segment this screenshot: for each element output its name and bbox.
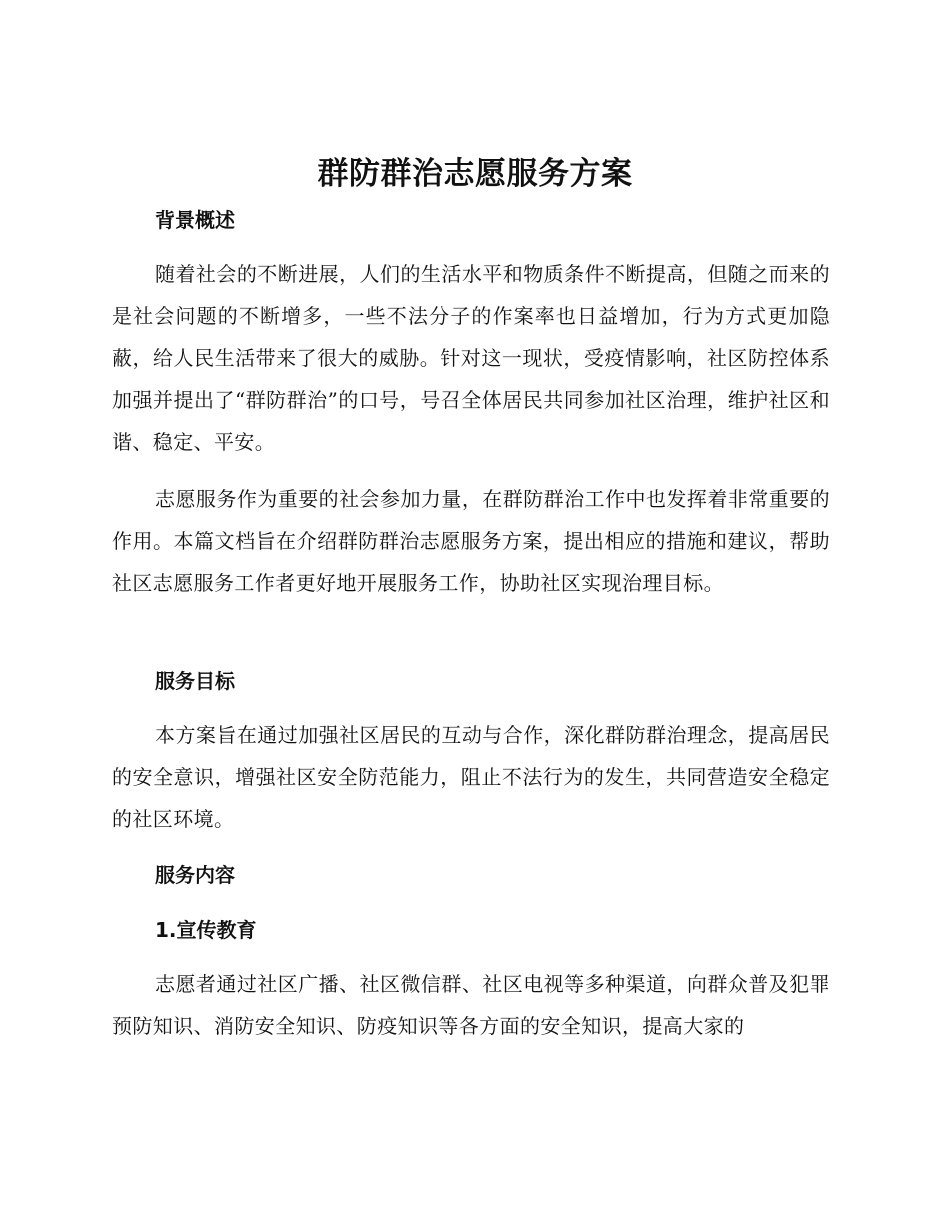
section-heading-content: 服务内容 <box>155 863 235 887</box>
paragraph-goal-1: 本方案旨在通过加强社区居民的互动与合作，深化群防群治理念，提高居民的安全意识，增强社区安全防范能力，阻止不法行为的发生，共同营造安全稳定的社区环境。 <box>112 723 830 831</box>
section-heading-background: 背景概述 <box>155 208 235 232</box>
paragraph-publicity-1: 志愿者通过社区广播、社区微信群、社区电视等多种渠道，向群众普及犯罪预防知识、消防安全知识、防疫知识等各方面的安全知识，提高大家的 <box>112 972 830 1038</box>
document-title: 群防群治志愿服务方案 <box>317 156 633 192</box>
subsection-heading-publicity: 1.宣传教育 <box>155 918 257 942</box>
section-heading-goal: 服务目标 <box>155 669 235 693</box>
paragraph-background-1: 随着社会的不断进展，人们的生活水平和物质条件不断提高，但随之而来的是社会问题的不断增多，一些不法分子的作案率也日益增加，行为方式更加隐蔽，给人民生活带来了很大的威胁。针对这一现状，受疫情影响，社区防控体系加强并提出了“群防群治”的口号，号召全体居民共同参加社区治理，维护社区和谐、稳定、平安。 <box>112 262 830 454</box>
paragraph-background-2: 志愿服务作为重要的社会参加力量，在群防群治工作中也发挥着非常重要的作用。本篇文档旨在介绍群防群治志愿服务方案，提出相应的措施和建议，帮助社区志愿服务工作者更好地开展服务工作，协助社区实现治理目标。 <box>112 487 830 595</box>
